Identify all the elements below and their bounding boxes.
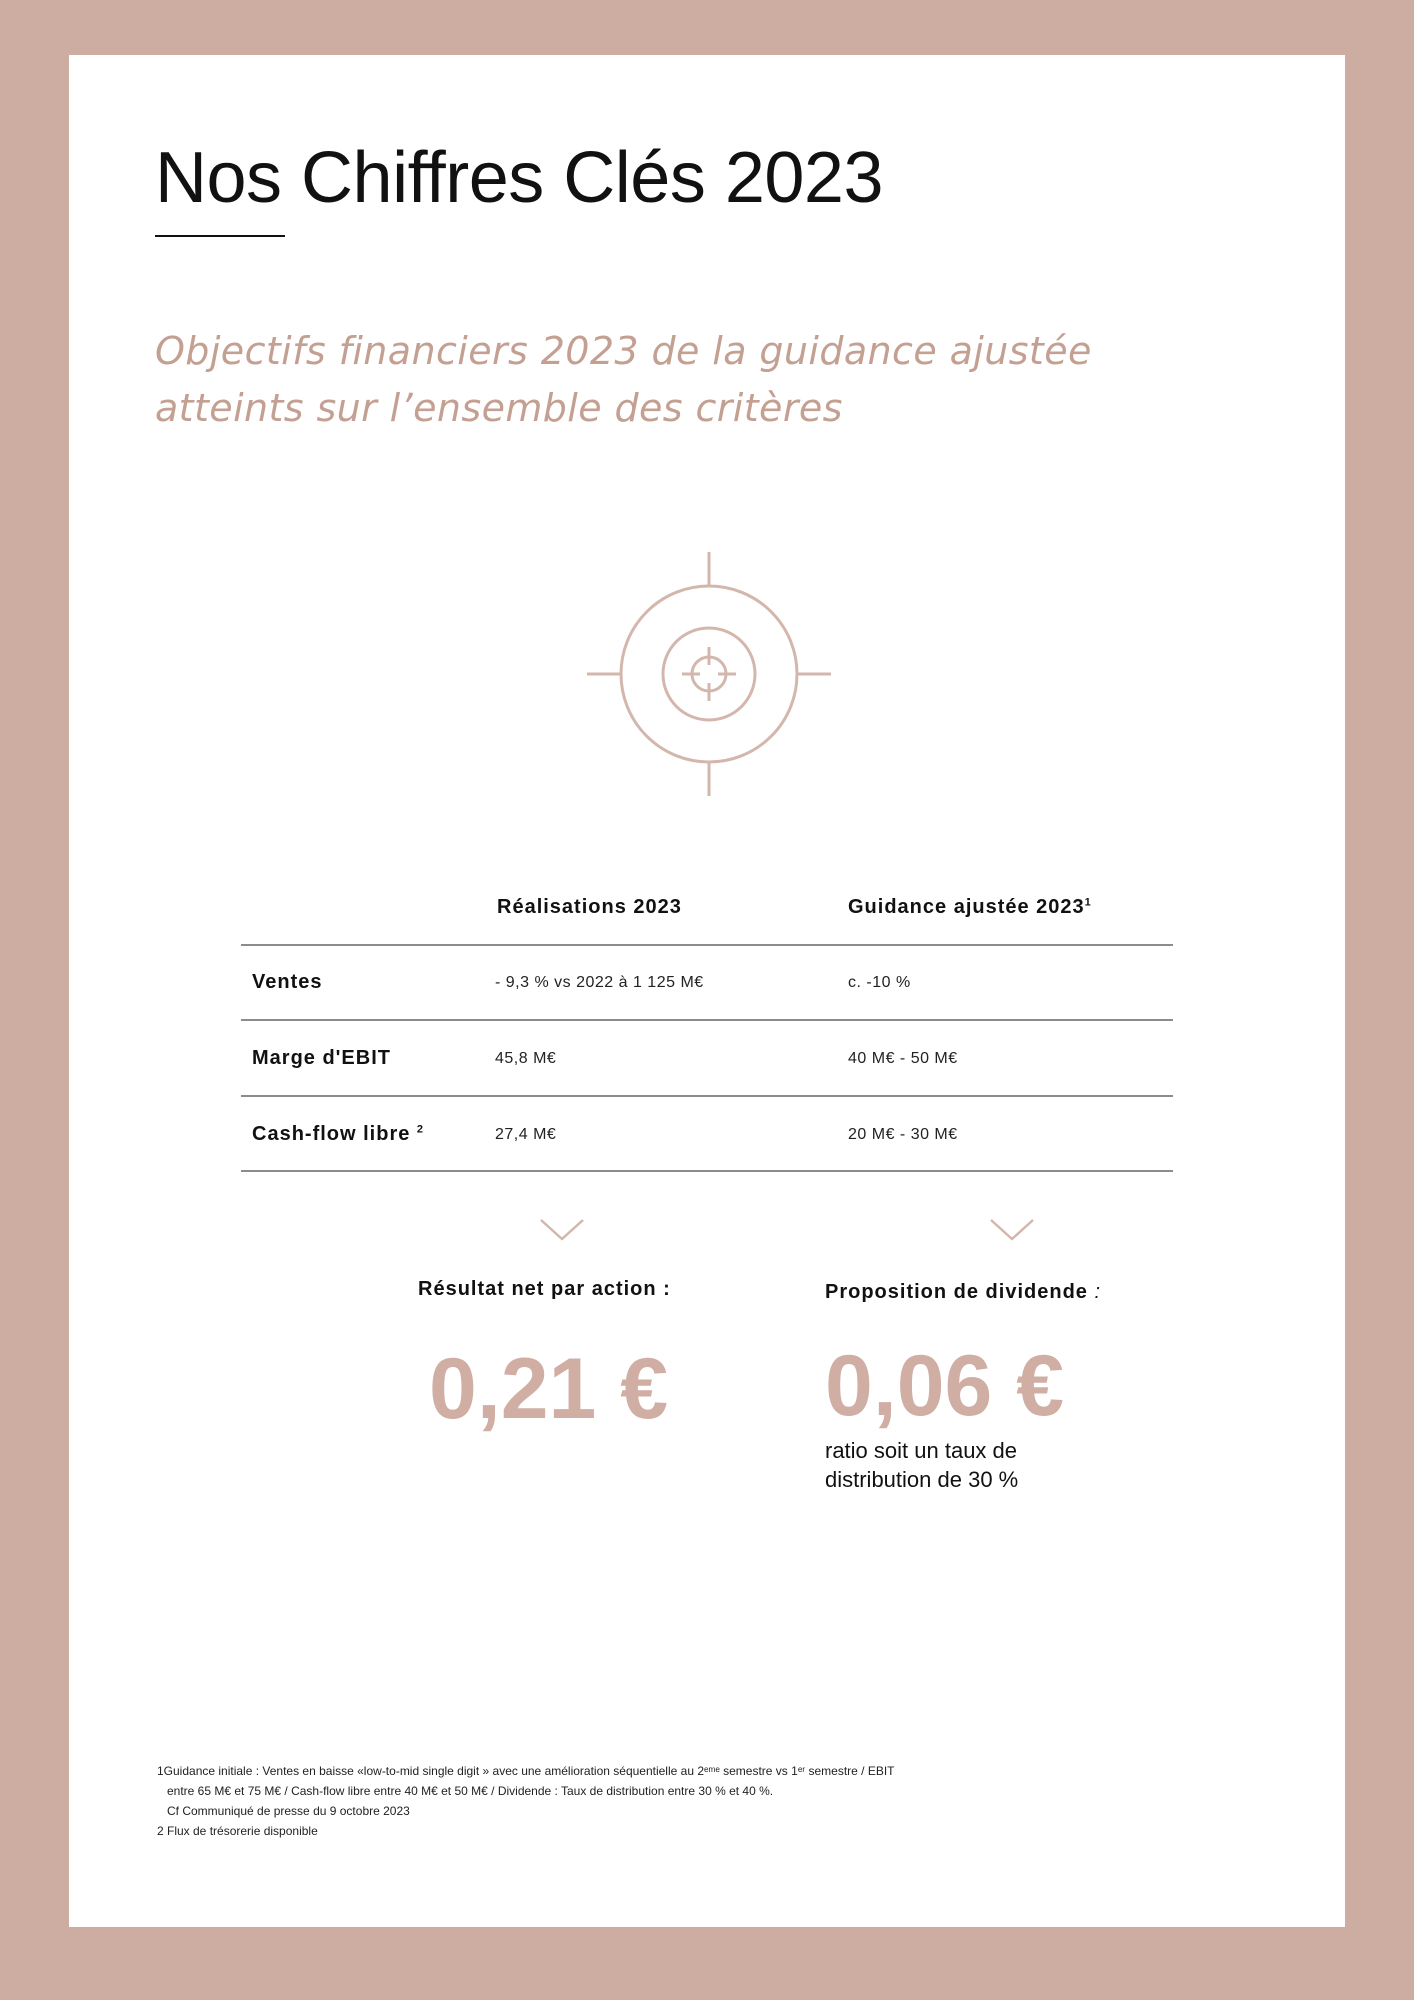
row-label-ventes: Ventes	[252, 971, 323, 993]
page-subtitle	[155, 323, 1155, 437]
table-divider	[241, 1019, 1173, 1021]
document-page	[69, 55, 1345, 1927]
footnote-line: 1Guidance initiale : Ventes en baisse «low-to-mid single digit » avec une amélioration séquentielle au 2ᵉᵐᵉ semestre vs 1ᵉʳ semestre / EBIT	[157, 1764, 895, 1778]
target-crosshair-icon	[587, 552, 831, 796]
footnote-line: entre 65 M€ et 75 M€ / Cash-flow libre entre 40 M€ et 50 M€ / Dividende : Taux de distribution entre 30 % et 40 %.	[167, 1784, 774, 1798]
row-label-ebit: Marge d'EBIT	[252, 1047, 391, 1069]
dividend-label: Proposition de dividende :	[825, 1281, 1102, 1303]
cell-guidance: 40 M€ - 50 M€	[848, 1050, 958, 1067]
chevron-down-icon	[539, 1217, 585, 1243]
subtitle-line-1: Objectifs financiers 2023 de la guidance ajustée	[155, 329, 1092, 373]
page-title: Nos Chiffres Clés 2023	[155, 138, 884, 218]
dividend-value: 0,06 €	[825, 1338, 1065, 1434]
table-divider	[241, 1095, 1173, 1097]
title-underline	[155, 235, 285, 237]
table-divider	[241, 944, 1173, 946]
table-divider	[241, 1170, 1173, 1172]
chevron-down-icon	[989, 1217, 1035, 1243]
cell-realisation: - 9,3 % vs 2022 à 1 125 M€	[495, 974, 704, 991]
cell-guidance: c. -10 %	[848, 974, 911, 991]
footnotes	[157, 1761, 1267, 1841]
cell-realisation: 27,4 M€	[495, 1126, 557, 1143]
cell-guidance: 20 M€ - 30 M€	[848, 1126, 958, 1143]
eps-label: Résultat net par action :	[418, 1278, 671, 1300]
eps-value: 0,21 €	[429, 1341, 669, 1437]
col-header-guidance: Guidance ajustée 2023$^1$	[848, 896, 1092, 918]
col-header-realisations: Réalisations 2023	[497, 896, 682, 918]
footnote-line: 2 Flux de trésorerie disponible	[157, 1824, 318, 1838]
cell-realisation: 45,8 M€	[495, 1050, 557, 1067]
dividend-note: ratio soit un taux de distribution de 30 %	[825, 1438, 1019, 1492]
row-label-cashflow: Cash-flow libre $^2$	[252, 1123, 425, 1145]
subtitle-line-2: atteints sur l’ensemble des critères	[155, 386, 843, 430]
footnote-line: Cf Communiqué de presse du 9 octobre 2023	[167, 1804, 410, 1818]
